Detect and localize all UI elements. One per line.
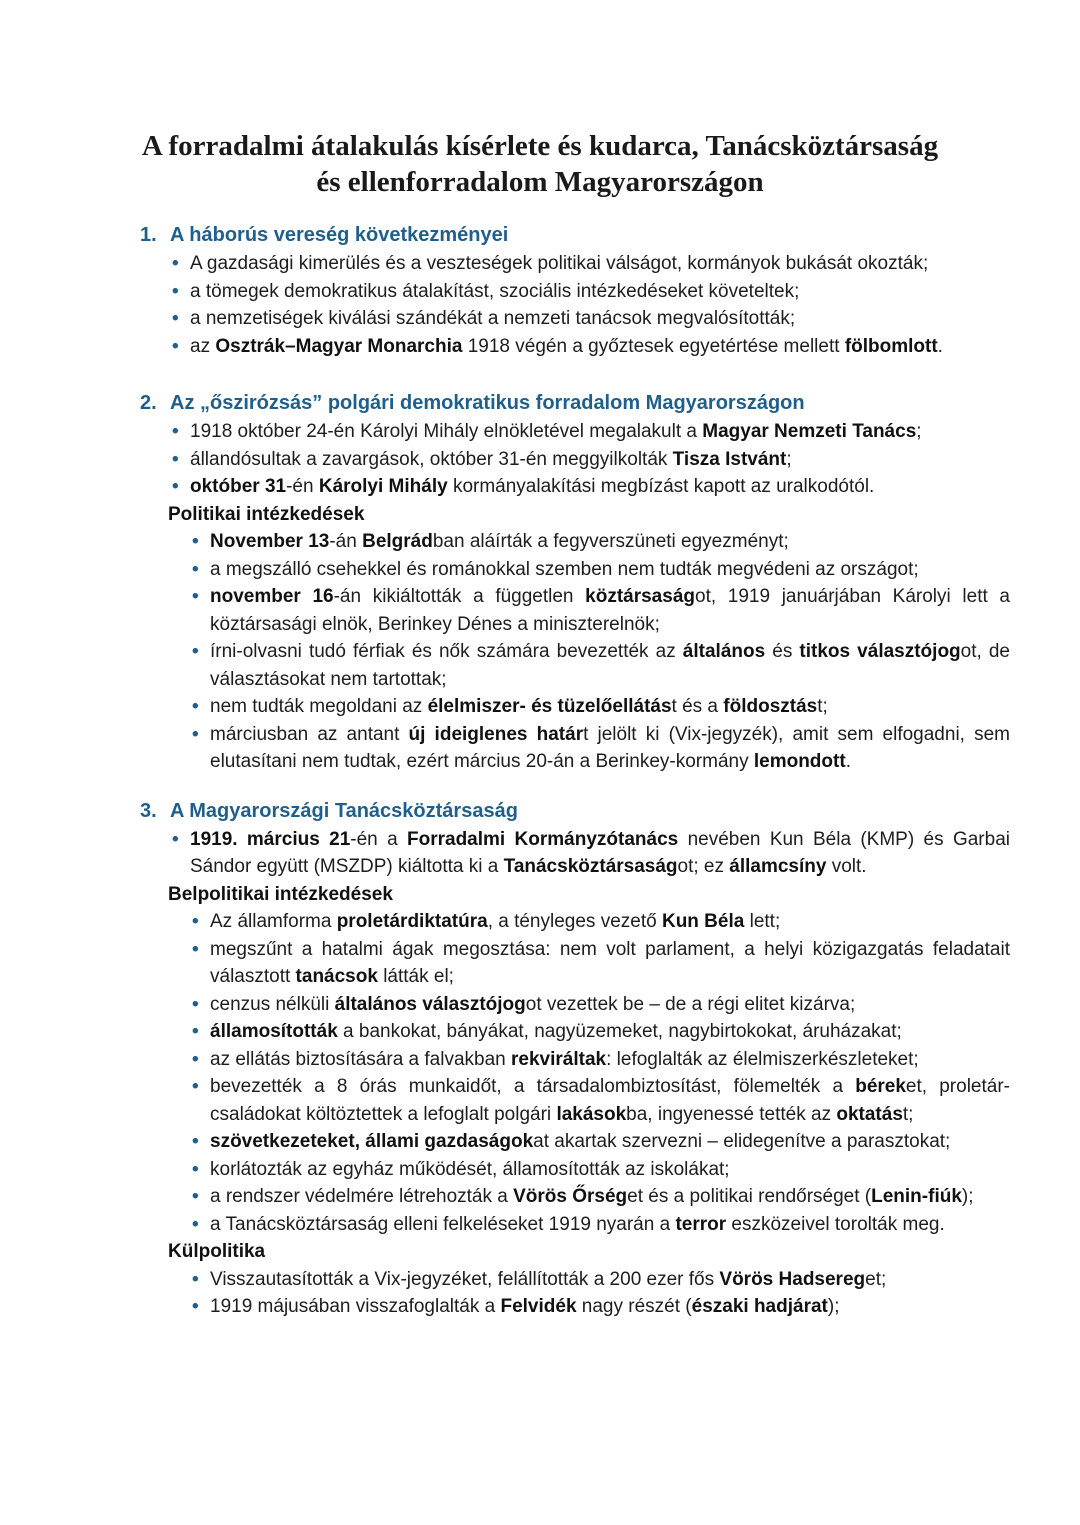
emphasis: Osztrák–Magyar Monarchia [215, 335, 463, 357]
list-item: • a nemzetiségek kiválási szándékát a nemzeti tanácsok megvalósították; [168, 305, 1010, 333]
emphasis: Tanácsköztársaság [503, 856, 678, 877]
bullet-list [188, 908, 1010, 1238]
emphasis: általános választójog [334, 993, 526, 1015]
list-item: • szövetkezeteket, állami gazdaságokat akartak szervezni – elidegenítve a parasztokat; [188, 1128, 1010, 1156]
list-item: • az Osztrák–Magyar Monarchia 1918 végén a győztesek egyetértése mellett fölbomlott. [168, 333, 1010, 361]
list-item: • November 13-án Belgrádban aláírták a fegyverszüneti egyezményt; [188, 528, 1010, 556]
list-item: • korlátozták az egyház működését, államosították az iskolákat; [188, 1156, 1010, 1184]
subsection-heading: Belpolitikai intézkedések [168, 883, 393, 905]
emphasis: Felvidék [500, 1296, 577, 1317]
emphasis: titkos választójog [799, 641, 961, 662]
emphasis: Kun Béla [661, 911, 745, 932]
bullet-list [168, 418, 1010, 501]
emphasis: fölbomlott [844, 335, 938, 357]
emphasis: földosztás [723, 696, 818, 717]
bullet-list [168, 826, 1010, 881]
emphasis: szövetkezeteket, állami gazdaságok [210, 1131, 534, 1152]
emphasis: köztársaság [585, 586, 695, 607]
title-line-2: és ellenforradalom Magyarországon [316, 166, 764, 198]
emphasis: Lenin-fiúk [871, 1186, 962, 1207]
list-item: • az ellátás biztosítására a falvakban rekviráltak: lefoglalták az élelmiszerkészleteket; [188, 1046, 1010, 1074]
emphasis: általános [682, 641, 766, 662]
list-item: • 1919. március 21-én a Forradalmi Kormányzótanács nevében Kun Béla (KMP) és Garbai Sándor együtt (MSZDP) kiáltotta ki a Tanácsköztársaságot; ez államcsíny volt. [168, 826, 1010, 881]
section-3 [140, 798, 1010, 1321]
emphasis: Károlyi Mihály [318, 476, 448, 497]
list-item: • írni-olvasni tudó férfiak és nők számára bevezették az általános és titkos választójogot, de választásokat nem tartottak; [188, 638, 1010, 693]
section-title: Az „őszirózsás” polgári demokratikus forradalom Magyarországon [170, 392, 805, 414]
emphasis: Vörös Őrség [513, 1186, 628, 1207]
emphasis: oktatás [836, 1103, 903, 1125]
section-heading [140, 390, 1010, 416]
list-item: • megszűnt a hatalmi ágak megosztása: nem volt parlament, a helyi közigazgatás feladatait választott tanácsok látták el; [188, 936, 1010, 991]
emphasis: új ideiglenes határ [408, 723, 584, 745]
emphasis: élelmiszer- és tüzelőellátás [427, 696, 672, 717]
emphasis: Magyar Nemzeti Tanács [702, 421, 917, 442]
emphasis: Forradalmi Kormányzótanács [407, 828, 679, 850]
list-item: • október 31-én Károlyi Mihály kormányalakítási megbízást kapott az uralkodótól. [168, 473, 1010, 501]
list-item: • cenzus nélküli általános választójogot vezettek be – de a régi elitet kizárva; [188, 991, 1010, 1019]
emphasis: északi hadjárat [691, 1296, 828, 1317]
emphasis: november 16 [210, 586, 334, 607]
list-item: • nem tudták megoldani az élelmiszer- és tüzelőellátást és a földosztást; [188, 693, 1010, 721]
emphasis: lakások [556, 1103, 627, 1125]
emphasis: október 31 [190, 476, 287, 497]
bullet-list [188, 1266, 1010, 1321]
subsection-heading: Politikai intézkedések [168, 503, 365, 525]
emphasis: Tisza Istvánt [672, 448, 787, 470]
section-number: 3. [140, 799, 157, 822]
section-heading [140, 222, 1010, 248]
section-title: A háborús vereség következményei [170, 224, 509, 246]
section-heading [140, 798, 1010, 824]
section-1 [140, 222, 1010, 360]
emphasis: terror [675, 1213, 727, 1235]
emphasis: lemondott [753, 751, 846, 772]
list-item: • 1919 májusában visszafoglalták a Felvidék nagy részét (északi hadjárat); [188, 1293, 1010, 1321]
emphasis: bérek [855, 1076, 906, 1097]
list-item: • állandósultak a zavargások, október 31-én meggyilkolták Tisza Istvánt; [168, 446, 1010, 474]
page-title [140, 128, 940, 200]
list-item: • A gazdasági kimerülés és a veszteségek politikai válságot, kormányok bukását okozták; [168, 250, 1010, 278]
bullet-list [168, 250, 1010, 360]
emphasis: Belgrád [362, 531, 433, 552]
section-title: A Magyarországi Tanácsköztársaság [170, 799, 518, 822]
emphasis: államosították [210, 1021, 338, 1042]
section-number: 1. [140, 224, 157, 246]
emphasis: November 13 [210, 531, 330, 552]
list-item: • a megszálló csehekkel és románokkal szemben nem tudták megvédeni az országot; [188, 556, 1010, 584]
list-item: • a Tanácsköztársaság elleni felkeléseket 1919 nyarán a terror eszközeivel torolták meg. [188, 1211, 1010, 1239]
bullet-list [188, 528, 1010, 776]
list-item: • a rendszer védelmére létrehozták a Vörös Őrséget és a politikai rendőrséget (Lenin-fiúk); [188, 1183, 1010, 1211]
emphasis: rekviráltak [511, 1048, 607, 1070]
list-item: • a tömegek demokratikus átalakítást, szociális intézkedéseket követeltek; [168, 278, 1010, 306]
emphasis: Vörös Hadsereg [719, 1268, 866, 1290]
section-number: 2. [140, 392, 157, 414]
list-item: • 1918 október 24-én Károlyi Mihály elnökletével megalakult a Magyar Nemzeti Tanács; [168, 418, 1010, 446]
list-item: • november 16-án kikiáltották a független köztársaságot, 1919 januárjában Károlyi lett a köztársasági elnök, Berinkey Dénes a miniszterelnök; [188, 583, 1010, 638]
list-item: • márciusban az antant új ideiglenes határt jelölt ki (Vix-jegyzék), amit sem elfogadni, sem elutasítani nem tudtak, ezért március 20-án a Berinkey-kormány lemondott. [188, 721, 1010, 776]
emphasis: proletárdiktatúra [336, 911, 488, 932]
emphasis: 1919. március 21 [190, 828, 351, 850]
emphasis: államcsíny [729, 856, 827, 877]
subsection-heading: Külpolitika [168, 1241, 266, 1262]
list-item: • Az államforma proletárdiktatúra, a tényleges vezető Kun Béla lett; [188, 908, 1010, 936]
list-item: • bevezették a 8 órás munkaidőt, a társadalombiztosítást, fölemelték a béreket, proletár-családokat költöztettek a lefoglalt polgári lakásokba, ingyenessé tették az oktatást; [188, 1073, 1010, 1128]
list-item: • államosították a bankokat, bányákat, nagyüzemeket, nagybirtokokat, áruházakat; [188, 1018, 1010, 1046]
emphasis: tanácsok [295, 966, 378, 987]
list-item: • Visszautasították a Vix-jegyzéket, felállították a 200 ezer fős Vörös Hadsereget; [188, 1266, 1010, 1294]
section-2 [140, 390, 1010, 776]
title-line-1: A forradalmi átalakulás kísérlete és kudarca, Tanácsköztársaság [141, 130, 939, 162]
